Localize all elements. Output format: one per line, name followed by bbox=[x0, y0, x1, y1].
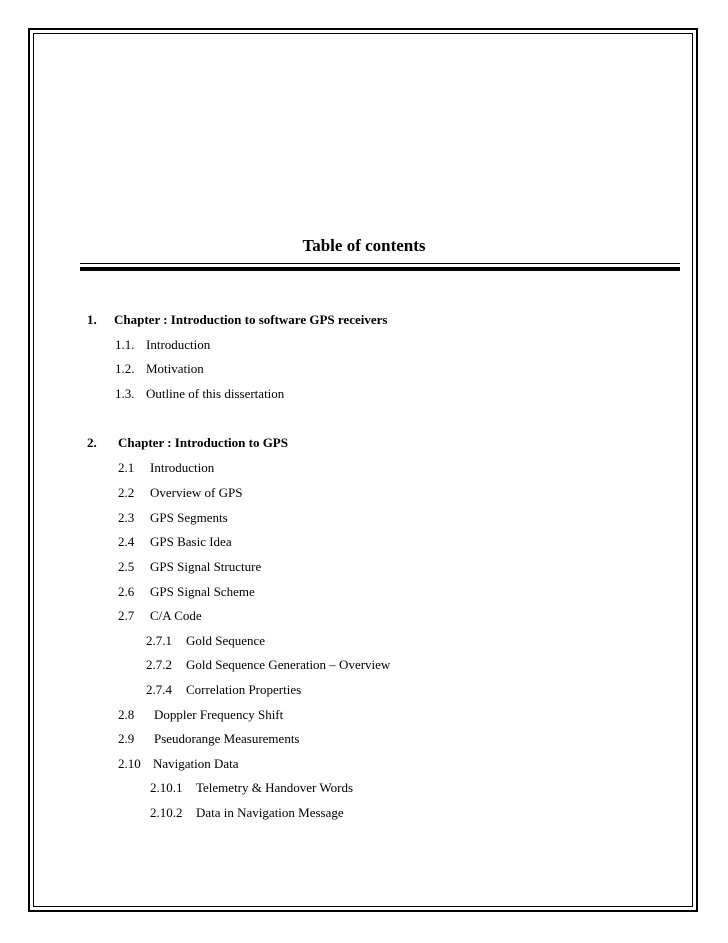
section-title: GPS Signal Scheme bbox=[150, 584, 255, 599]
section-number: 1.3. bbox=[115, 386, 135, 401]
subsection-title: Gold Sequence bbox=[186, 633, 266, 648]
section-title: Introduction bbox=[146, 337, 211, 352]
section-number: 2.9 bbox=[118, 731, 135, 746]
page-title: Table of contents bbox=[302, 236, 426, 255]
title-rule-thick bbox=[80, 267, 680, 271]
subsection-title: Gold Sequence Generation – Overview bbox=[186, 657, 391, 672]
section-number: 1.2. bbox=[115, 361, 135, 376]
section-title: GPS Signal Structure bbox=[150, 559, 262, 574]
subsection-title: Telemetry & Handover Words bbox=[196, 780, 354, 795]
section-number: 2.5 bbox=[118, 559, 135, 574]
section-title: Motivation bbox=[146, 361, 204, 376]
section-number: 2.1 bbox=[118, 460, 135, 475]
subsection-title: Correlation Properties bbox=[186, 682, 302, 697]
section-number: 2.4 bbox=[118, 534, 135, 549]
section-title: C/A Code bbox=[150, 608, 202, 623]
section-title: Introduction bbox=[150, 460, 215, 475]
section-number: 2.3 bbox=[118, 510, 135, 525]
section-number: 2.10 bbox=[118, 756, 141, 771]
section-title: Doppler Frequency Shift bbox=[154, 707, 284, 722]
section-title: GPS Segments bbox=[150, 510, 228, 525]
subsection-number: 2.10.1 bbox=[150, 780, 183, 795]
section-number: 2.8 bbox=[118, 707, 135, 722]
section-title: Pseudorange Measurements bbox=[154, 731, 300, 746]
title-rule-thin bbox=[80, 263, 680, 264]
chapter-title: Chapter : Introduction to GPS bbox=[118, 435, 288, 450]
subsection-number: 2.7.4 bbox=[146, 682, 172, 697]
section-number: 1.1. bbox=[115, 337, 135, 352]
section-title: Outline of this dissertation bbox=[146, 386, 285, 401]
section-number: 2.7 bbox=[118, 608, 135, 623]
subsection-number: 2.10.2 bbox=[150, 805, 183, 820]
section-number: 2.6 bbox=[118, 584, 135, 599]
section-title: Navigation Data bbox=[153, 756, 239, 771]
subsection-number: 2.7.1 bbox=[146, 633, 172, 648]
chapter-number: 1. bbox=[87, 312, 97, 327]
section-title: Overview of GPS bbox=[150, 485, 243, 500]
section-number: 2.2 bbox=[118, 485, 135, 500]
chapter-number: 2. bbox=[87, 435, 97, 450]
subsection-title: Data in Navigation Message bbox=[196, 805, 344, 820]
chapter-title: Chapter : Introduction to software GPS receivers bbox=[114, 312, 388, 327]
section-title: GPS Basic Idea bbox=[150, 534, 232, 549]
subsection-number: 2.7.2 bbox=[146, 657, 172, 672]
